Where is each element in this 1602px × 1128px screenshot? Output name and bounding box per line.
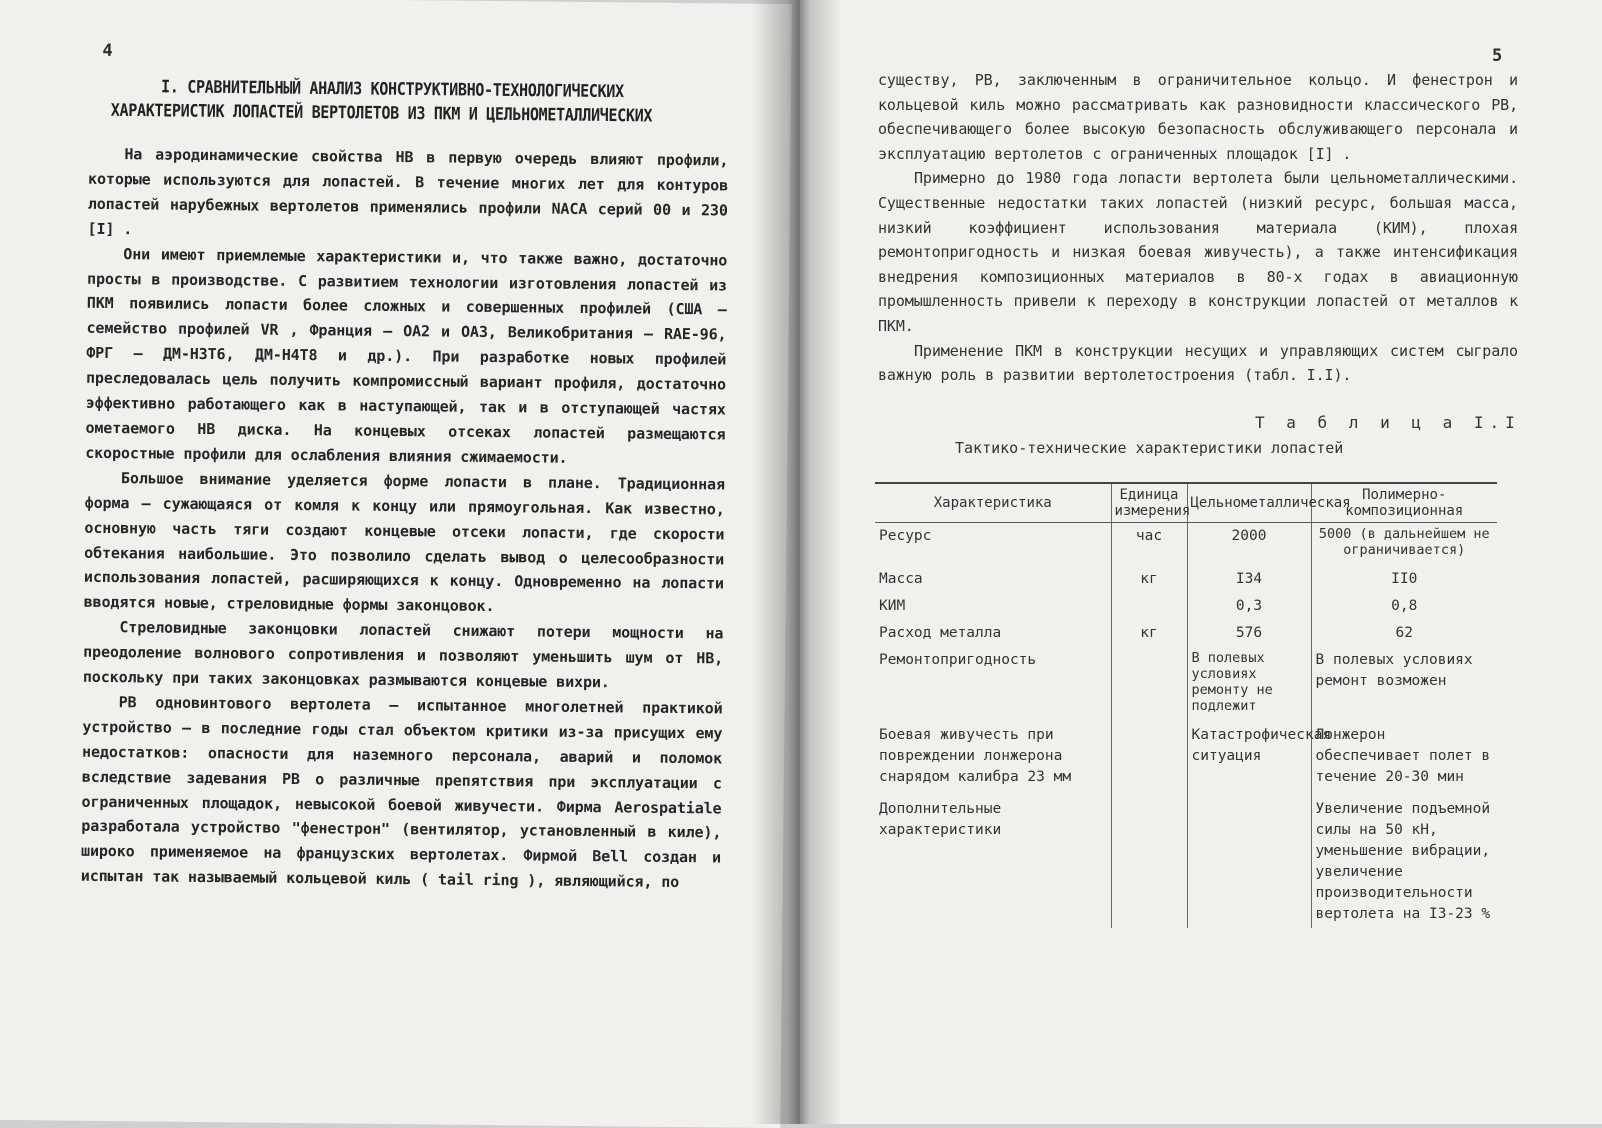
column-header: Полимерно-композиционная [1311, 483, 1497, 523]
column-header: Характеристика [875, 483, 1111, 523]
page-number-right: 5 [1492, 46, 1503, 66]
characteristics-table [875, 482, 1497, 928]
table-row [875, 523, 1497, 562]
table-label: Т а б л и ц а I.I [1255, 413, 1521, 432]
paragraph: На аэродинамические свойства НВ в первую очередь влияют профили, которые используются для лопастей. В течение многих лет для контуров лопастей нарубежных вертолетов применялись профили NACA серий 00 и 230 [I] . [87, 145, 729, 238]
table-cell: Ресурс [879, 528, 932, 544]
table-cell: В полевых условиях ремонту не подлежит [1187, 647, 1311, 717]
table-cell: В полевых условиях ремонт возможен [1311, 647, 1497, 717]
table-cell: Расход металла [879, 625, 1002, 641]
table-row [875, 717, 1497, 791]
table-cell: КИМ [879, 598, 906, 614]
section-heading-line-1: I. СРАВНИТЕЛЬНЫЙ АНАЛИЗ КОНСТРУКТИВНО-ТЕХНОЛОГИЧЕСКИХ [160, 76, 624, 102]
section-heading-line-2: ХАРАКТЕРИСТИК ЛОПАСТЕЙ ВЕРТОЛЕТОВ ИЗ ПКМ И ЦЕЛЬНОМЕТАЛЛИЧЕСКИХ [110, 99, 653, 127]
paragraph: существу, РВ, заключенным в ограничительное кольцо. И фенестрон и кольцевой киль можно рассматривать как разновидности классического РВ, обеспечивающего более высокую безопасность обслуживающего персонала и эксплуатацию вертолетов с ограниченных площадок [I] . [878, 71, 1518, 163]
left-body-text [81, 142, 729, 896]
paragraph: РВ одновинтового вертолета – испытанное многолетней практикой устройство – в последние годы стал объектом критики из-за присущих ему недостатков: опасности для наземного персонала, аварий и поломок вследствие задевания РВ о различные препятствия при эксплуатации с ограниченных площадок, невысокой боевой живучести. Фирма Aerospatiale разработала устройство "фенестрон" (вентилятор, установленный в киле), широко применяемое на французских вертолетах. Фирмой Bell создан и испытан так называемый кольцевой киль ( tail ring ), являющийся, по [80, 693, 723, 892]
table-cell [1111, 717, 1187, 791]
table-cell: Боевая живучесть при повреждении лонжерона снарядом калибра 23 мм [879, 727, 1072, 785]
table-cell [1111, 791, 1187, 928]
right-page [800, 0, 1602, 1124]
column-header: Единица измерения [1111, 483, 1187, 523]
table-cell: 576 [1187, 620, 1311, 647]
table-row [875, 593, 1497, 620]
table-cell: Дополнительные характеристики [879, 801, 1002, 838]
paragraph: Стреловидные законцовки лопастей снижают потери мощности на преодоление волнового сопротивления и позволяют уменьшить шум от НВ, поскольку при таких законцовках размываются концевые вихри. [82, 618, 724, 692]
table-cell: кг [1111, 620, 1187, 647]
table-row [875, 791, 1497, 928]
table-cell: II0 [1311, 561, 1497, 593]
table-cell [1187, 791, 1311, 928]
table-row [875, 561, 1497, 593]
table-title: Тактико-технические характеристики лопастей [955, 439, 1344, 457]
table-cell [1111, 593, 1187, 620]
table-cell: I34 [1187, 561, 1311, 593]
table-cell: 62 [1311, 620, 1497, 647]
table-cell [1111, 647, 1187, 717]
table-cell: 2000 [1187, 523, 1311, 562]
table-cell: Масса [879, 571, 923, 587]
table-cell: 5000 (в дальнейшем не ограничивается) [1311, 523, 1497, 562]
table-cell: час [1111, 523, 1187, 562]
left-page [0, 0, 792, 1128]
table-cell: 0,8 [1311, 593, 1497, 620]
paragraph: Применение ПКМ в конструкции несущих и управляющих систем сыграло важную роль в развитии вертолетостроения (табл. I.I). [878, 341, 1518, 385]
paragraph: Примерно до 1980 года лопасти вертолета были цельнометаллическими. Существенные недостатки таких лопастей (низкий ресурс, большая масса, низкий коэффициент использования материала (КИМ), плохая ремонтопригодность и низкая боевая живучесть), а также интенсификация внедрения композиционных материалов в 80-х годах в авиационную промышленность привели к переходу в конструкции лопастей от металлов к ПКМ. [878, 169, 1518, 335]
table-cell: Лонжерон обеспечивает полет в течение 20-30 мин [1311, 717, 1497, 791]
page-number-left: 4 [102, 40, 113, 62]
table-cell: Увеличение подъемной силы на 50 кН, уменьшение вибрации, увеличение производительности вертолета на I3-23 % [1311, 791, 1497, 928]
table-row [875, 647, 1497, 717]
table-header-row [875, 483, 1497, 523]
table-cell: 0,3 [1187, 593, 1311, 620]
table-cell: кг [1111, 561, 1187, 593]
paragraph: Большое внимание уделяется форме лопасти в плане. Традиционная форма – сужающаяся от комля к концу или прямоугольная. Как известно, основную часть тяги создают концевые отсеки лопасти, где скорости обтекания наибольшие. Это позволило сделать вывод о целесообразности использования лопастей, расширяющихся к концу. Одновременно на лопасти вводятся новые, стреловидные формы законцовок. [83, 468, 726, 616]
right-body-text [878, 68, 1518, 388]
table-cell: Катастрофическая ситуация [1187, 717, 1311, 791]
table-row [875, 620, 1497, 647]
column-header: Цельнометаллическая [1187, 483, 1311, 523]
table-cell: Ремонтопригодность [879, 652, 1037, 668]
paragraph: Они имеют приемлемые характеристики и, что также важно, достаточно просты в производстве. С развитием технологии изготовления лопастей из ПКМ появились лопасти более сложных и совершенных профилей (США – семейство профилей VR , Франция – ОА2 и ОА3, Великобритания – RAE-96, ФРГ – ДМ-Н3Т6, ДМ-Н4Т8 и др.). При разработке новых профилей преследовалась цель получить компромиссный вариант профиля, достаточно эффективно работающего как в наступающей, так и в отступающей частях ометаемого НВ диска. На концевых отсеках лопастей размещаются скоростные профили для ослабления влияния сжимаемости. [85, 244, 728, 467]
